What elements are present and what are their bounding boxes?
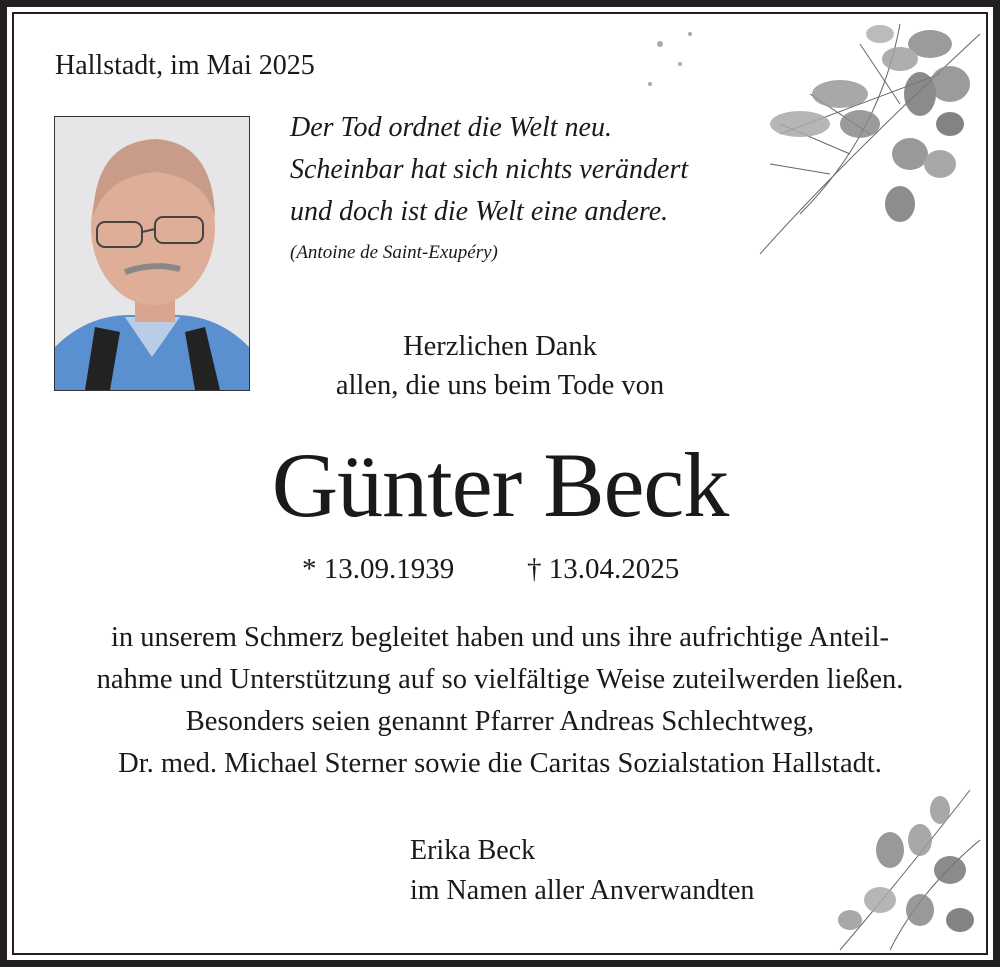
- quote-line-2: Scheinbar hat sich nichts verändert: [290, 154, 689, 185]
- thanks-line: allen, die uns beim Tode von: [335, 370, 665, 401]
- death-date: † 13.04.2025: [527, 553, 680, 585]
- quote-line-1: Der Tod ordnet die Welt neu.: [290, 112, 612, 143]
- quote-line-3: und doch ist die Welt eine andere.: [290, 196, 669, 227]
- place-date: Hallstadt, im Mai 2025: [55, 50, 315, 81]
- deceased-name: Günter Beck: [271, 434, 729, 536]
- birth-date: * 13.09.1939: [302, 553, 455, 585]
- body-line-3: Besonders seien genannt Pfarrer Andreas Schlechtweg,: [185, 706, 815, 737]
- signature-name: Erika Beck: [410, 835, 536, 866]
- quote-author: (Antoine de Saint-Exupéry): [290, 242, 498, 263]
- body-line-2: nahme und Unterstützung auf so vielfältige Weise zuteilwerden ließen.: [96, 664, 904, 695]
- signature-subtitle: im Namen aller Anverwandten: [410, 875, 755, 906]
- thanks-heading: Herzlichen Dank: [403, 331, 597, 362]
- eucalyptus-decoration-bottom: [800, 780, 986, 953]
- body-line-1: in unserem Schmerz begleitet haben und uns ihre aufrichtige Anteil-: [111, 622, 889, 653]
- body-line-4: Dr. med. Michael Sterner sowie die Caritas Sozialstation Hallstadt.: [118, 748, 882, 779]
